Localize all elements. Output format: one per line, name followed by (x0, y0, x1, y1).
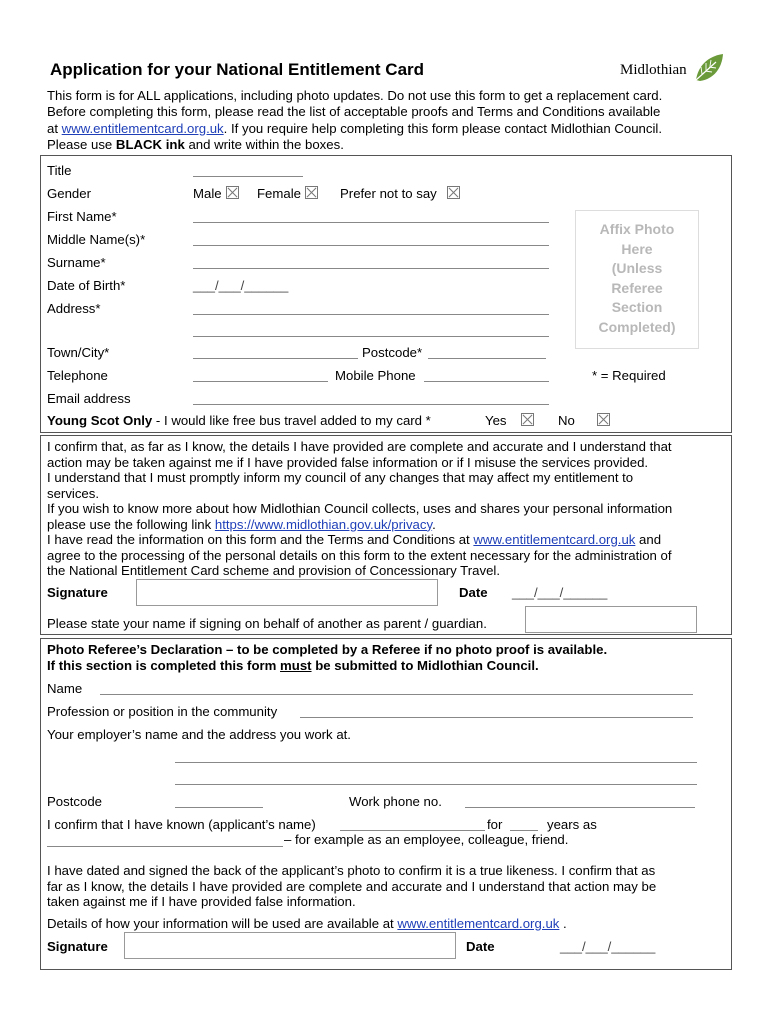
declaration-line: I confirm that, as far as I know, the details I have provided are complete and accurate and I understand that (47, 439, 672, 454)
declaration-text-part: and (635, 532, 662, 547)
employer-field-2[interactable] (175, 784, 697, 785)
declaration-line: the National Entitlement Card scheme and provision of Concessionary Travel. (47, 563, 500, 578)
photo-text-line: Affix Photo (599, 221, 675, 237)
declaration-line (47, 517, 727, 533)
entitlement-link[interactable]: www.entitlementcard.org.uk (61, 120, 224, 136)
declaration-date-label: Date (459, 585, 488, 600)
referee-confirm-line: far as I know, the details I have provided are complete and accurate and I understand that action may be (47, 878, 657, 894)
town-field[interactable] (193, 358, 358, 359)
female-label: Female (257, 186, 301, 201)
declaration-line (47, 532, 727, 548)
young-scot-no[interactable] (558, 413, 610, 428)
referee-postcode-field[interactable] (175, 807, 263, 808)
first-name-label: First Name* (47, 209, 117, 224)
intro-text-part: and write within the boxes. (184, 136, 344, 152)
email-field[interactable] (193, 404, 549, 405)
declaration-line: If you wish to know more about how Midlothian Council collects, uses and shares your personal information (47, 501, 673, 516)
logo-text: Midlothian (620, 62, 687, 78)
intro-line (47, 121, 737, 137)
title-label: Title (47, 163, 72, 178)
referee-confirm-line: taken against me if I have provided false information. (47, 894, 356, 909)
referee-date-label: Date (466, 939, 495, 954)
prefer-not-label: Prefer not to say (340, 186, 437, 201)
details-text-part: . (559, 916, 567, 931)
applicant-name-field[interactable] (340, 830, 485, 831)
referee-name-field[interactable] (100, 694, 693, 695)
male-option[interactable] (193, 186, 239, 201)
entitlement-link[interactable]: www.entitlementcard.org.uk (397, 916, 560, 931)
employer-field-1[interactable] (175, 762, 697, 763)
known-label: I confirm that I have known (applicant’s name) (47, 817, 316, 832)
intro-text-part: Please use (47, 136, 116, 152)
referee-confirm-text (47, 863, 727, 910)
young-scot-label (47, 413, 431, 428)
surname-field[interactable] (193, 268, 549, 269)
declaration-line: action may be taken against me if I have provided false information or if I misuse the services provided. (47, 454, 649, 470)
address-field-1[interactable] (193, 314, 549, 315)
referee-date-field[interactable]: ___/___/______ (560, 939, 656, 954)
young-scot-bold: Young Scot Only (47, 413, 153, 428)
referee-name-label: Name (47, 681, 83, 696)
required-note: * = Required (592, 368, 666, 383)
leaf-icon (692, 52, 726, 84)
middle-name-label: Middle Name(s)* (47, 232, 146, 247)
email-label: Email address (47, 391, 131, 406)
known-for-label: for (487, 817, 503, 832)
form-title: Application for your National Entitlement Card (50, 60, 425, 79)
mobile-label: Mobile Phone (335, 368, 416, 383)
prefer-not-checkbox[interactable] (447, 186, 460, 199)
no-label: No (558, 413, 575, 428)
behalf-name-box[interactable] (525, 606, 697, 633)
photo-text-line: Section (611, 299, 663, 315)
postcode-field[interactable] (428, 358, 546, 359)
gender-label: Gender (47, 186, 91, 201)
referee-signature-label: Signature (47, 939, 108, 954)
declaration-line: agree to the processing of the personal details on this form to the extent necessary for the administration of (47, 547, 672, 563)
declaration-text (47, 439, 727, 579)
dob-field[interactable]: ___/___/______ (193, 278, 289, 293)
profession-field[interactable] (300, 717, 693, 718)
male-checkbox[interactable] (226, 186, 239, 199)
entitlement-link[interactable]: www.entitlementcard.org.uk (473, 532, 636, 547)
declaration-signature-box[interactable] (136, 579, 438, 606)
intro-text (47, 88, 737, 153)
yes-label: Yes (485, 413, 507, 428)
postcode-label: Postcode* (362, 345, 423, 360)
referee-confirm-line: I have dated and signed the back of the applicant’s photo to confirm it is a true likeness. I confirm that as (47, 863, 656, 878)
town-label: Town/City* (47, 345, 110, 360)
work-phone-label: Work phone no. (349, 794, 442, 809)
intro-line (47, 137, 737, 153)
referee-subheading (47, 658, 539, 673)
young-scot-yes[interactable] (485, 413, 534, 428)
work-phone-field[interactable] (465, 807, 695, 808)
middle-name-field[interactable] (193, 245, 549, 246)
referee-signature-box[interactable] (124, 932, 456, 959)
intro-text-part: at (47, 120, 62, 136)
photo-text-line: Referee (611, 279, 663, 296)
council-logo (620, 52, 730, 84)
privacy-link[interactable]: https://www.midlothian.gov.uk/privacy (214, 516, 433, 532)
intro-line: This form is for ALL applications, including photo updates. Do not use this form to get a replacement card. (47, 88, 663, 103)
declaration-text-part: please use the following link (47, 516, 215, 532)
employer-label: Your employer’s name and the address you work at. (47, 727, 351, 742)
referee-heading: Photo Referee’s Declaration – to be completed by a Referee if no photo proof is available. (47, 642, 608, 657)
dob-label: Date of Birth* (47, 278, 126, 293)
declaration-date-field[interactable]: ___/___/______ (512, 585, 608, 600)
first-name-field[interactable] (193, 222, 549, 223)
no-checkbox[interactable] (597, 413, 610, 426)
intro-line: Before completing this form, please read the list of acceptable proofs and Terms and Conditions available (47, 104, 661, 120)
referee-subheading-part: If this section is completed this form (47, 658, 281, 673)
declaration-signature-label: Signature (47, 585, 108, 600)
behalf-label: Please state your name if signing on behalf of another as parent / guardian. (47, 616, 487, 631)
photo-area[interactable] (575, 210, 699, 349)
title-field[interactable] (193, 176, 303, 177)
young-scot-text: - I would like free bus travel added to my card * (152, 413, 431, 428)
must-emphasis: must (280, 658, 312, 673)
prefer-not-option[interactable] (340, 186, 460, 201)
photo-text-line: (Unless (611, 260, 663, 276)
female-option[interactable] (257, 186, 318, 201)
referee-subheading-part: be submitted to Midlothian Council. (311, 658, 539, 673)
referee-postcode-label: Postcode (47, 794, 102, 809)
declaration-line: I understand that I must promptly inform my council of any changes that may affect my entitlement to (47, 470, 634, 485)
declaration-line: services. (47, 485, 100, 501)
details-text-part: Details of how your information will be used are available at (47, 916, 398, 931)
photo-text-line: Here (621, 240, 653, 257)
male-label: Male (193, 186, 222, 201)
details-text (47, 916, 567, 931)
photo-text-line: Completed) (598, 318, 676, 335)
address-label: Address* (47, 301, 101, 316)
years-field[interactable] (510, 830, 538, 831)
intro-text-part: . If you require help completing this form please contact Midlothian Council. (223, 120, 662, 136)
address-field-2[interactable] (193, 336, 549, 337)
known-example-label: – for example as an employee, colleague, friend. (284, 832, 569, 847)
declaration-text-part: I have read the information on this form and the Terms and Conditions at (47, 532, 474, 547)
declaration-text-part: . (432, 516, 436, 532)
yes-checkbox[interactable] (521, 413, 534, 426)
relationship-field[interactable] (47, 846, 283, 847)
telephone-field[interactable] (193, 381, 328, 382)
black-ink-emphasis: BLACK ink (115, 136, 185, 152)
known-years-label: years as (547, 817, 597, 832)
surname-label: Surname* (47, 255, 106, 270)
profession-label: Profession or position in the community (47, 704, 278, 719)
mobile-field[interactable] (424, 381, 549, 382)
female-checkbox[interactable] (305, 186, 318, 199)
telephone-label: Telephone (47, 368, 108, 383)
